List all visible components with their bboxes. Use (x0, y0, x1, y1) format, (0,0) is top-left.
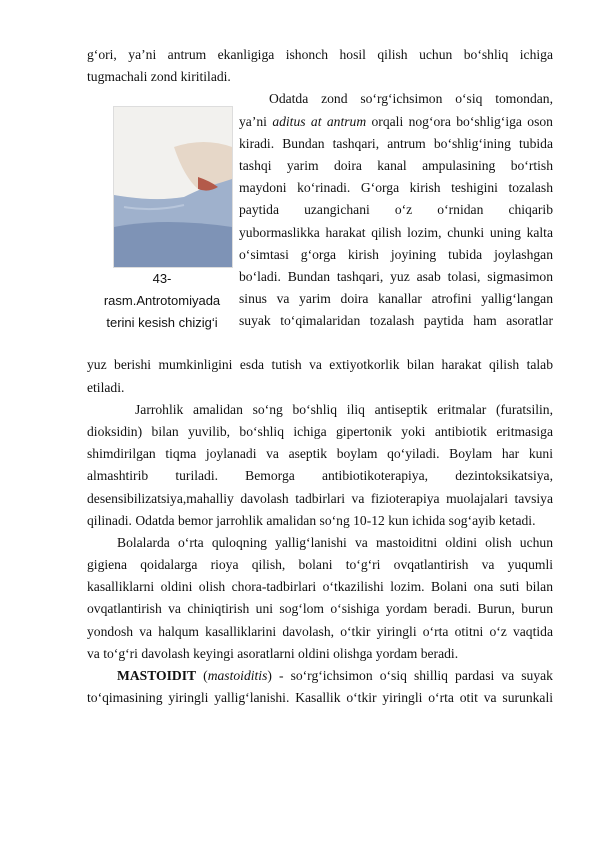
text-line: yubormaslikka harakat qilish lozim, chunki uning kalta (239, 224, 553, 240)
text-line: bo‘ladi. Bundan tashqari, yuz asab tolasi, sigmasimon (239, 268, 553, 284)
text-line: kasalliklarni oldini olish chora-tadbirlari o‘tkazilishi lozim. Bolani ona suti bilan (87, 579, 553, 595)
text-line: ovqatlantirish va chiniqtirish uni sog‘lom o‘sishiga yordam beradi. Burun, burun (87, 601, 553, 617)
latin-term: aditus at antrum (272, 113, 367, 129)
text-line: qilinadi. Odatda bemor jarrohlik amalidan so‘ng 10-12 kun ichida sog‘ayib ketadi. (87, 512, 536, 528)
text-line: sinus va yarim doira kanallar atrofini yallig‘langan (239, 291, 553, 307)
text-line: Jarrohlik amalidan so‘ng bo‘shliq iliq antiseptik eritmalar (furatsilin, (135, 401, 553, 417)
text-line: gigiena qoidalarga rioya qilish, bolani to‘g‘ri ovqatlantirish va yuqumli (87, 557, 553, 573)
text-line: g‘ori, ya’ni antrum ekanligiga ishonch hosil qilish uchun bo‘shliq ichiga (87, 47, 553, 62)
text-line: Bolalarda o‘rta quloqning yallig‘lanishi va mastoiditni oldini olish uchun (117, 534, 553, 550)
text-line: suyak to‘qimalaridan tozalash paytida ham asoratlar (239, 313, 553, 329)
text-line: kiradi. Bundan tashqari, antrum bo‘shlig‘ining tubida (239, 135, 553, 151)
document-page (87, 44, 553, 709)
latin-term: mastoiditis (207, 668, 268, 683)
figure-number: 43- (152, 271, 172, 287)
text-line: ya’ni aditus at antrum orqali nog‘ora bo‘shlig‘iga oson (239, 113, 553, 129)
text-line: tugmachali zond kiritiladi. (87, 69, 231, 85)
text-line: to‘qimasining yiringli yallig‘lanishi. Kasallik o‘tkir yiringli o‘rta otit va surunkali (87, 690, 553, 706)
text-line: paytida uzangichani o‘z o‘rnidan chiqarib (239, 202, 553, 218)
text-line: va to‘g‘ri davolash keyingi asoratlarni oldini olishga yordam beradi. (87, 645, 459, 661)
figure-caption-line: terini kesish chizig‘i (106, 315, 218, 331)
text-line: yondosh va halqum kasalliklarini davolash, o‘tkir yiringli o‘rta otitni o‘z vaqtida (87, 623, 553, 639)
text-line: shimdirilgan tiqma joylanadi va aseptik boylam qo‘yiladi. Boylam har kuni (87, 446, 553, 462)
text-line: Odatda zond so‘rg‘ichsimon o‘siq tomondan, (269, 91, 553, 107)
surgery-photo-illustration (114, 107, 232, 267)
text-line: dioksidin) bilan yuvilib, bo‘shliq ichiga gipertonik yoki antibiotik eritmasiga (87, 423, 553, 439)
side-text (239, 88, 553, 332)
text-line: yuz berishi mumkinligini esda tutish va extiyotkorlik bilan harakat qilish talab (87, 357, 553, 373)
text-line: almashtirib turiladi. Bemorga antibiotikoterapiya, dezintoksikatsiya, (87, 468, 553, 484)
text-line: maydoni ko‘rinadi. G‘orga kirish teshigini tozalash (239, 180, 553, 196)
section-term: MASTOIDIT (117, 668, 197, 683)
text-line: tashqi yarim doira kanal ampulasining bo‘rtish (239, 157, 553, 173)
text-line: o‘simtasi g‘orga kirish joyining tubida joylashgan (239, 246, 553, 262)
text-line: MASTOIDIT (mastoiditis) - so‘rg‘ichsimon o‘siq shilliq pardasi va suyak (117, 668, 553, 683)
surgery-photo (113, 106, 233, 268)
figure-43 (87, 88, 237, 354)
text-line: etiladi. (87, 379, 125, 395)
figure-caption-line: rasm.Antrotomiyada (103, 293, 221, 309)
text-line: desensibilizatsiya,mahalliy davolash tadbirlari va fizioterapiya muolajalari tavsiya (87, 490, 553, 506)
figure-with-text (87, 88, 553, 354)
